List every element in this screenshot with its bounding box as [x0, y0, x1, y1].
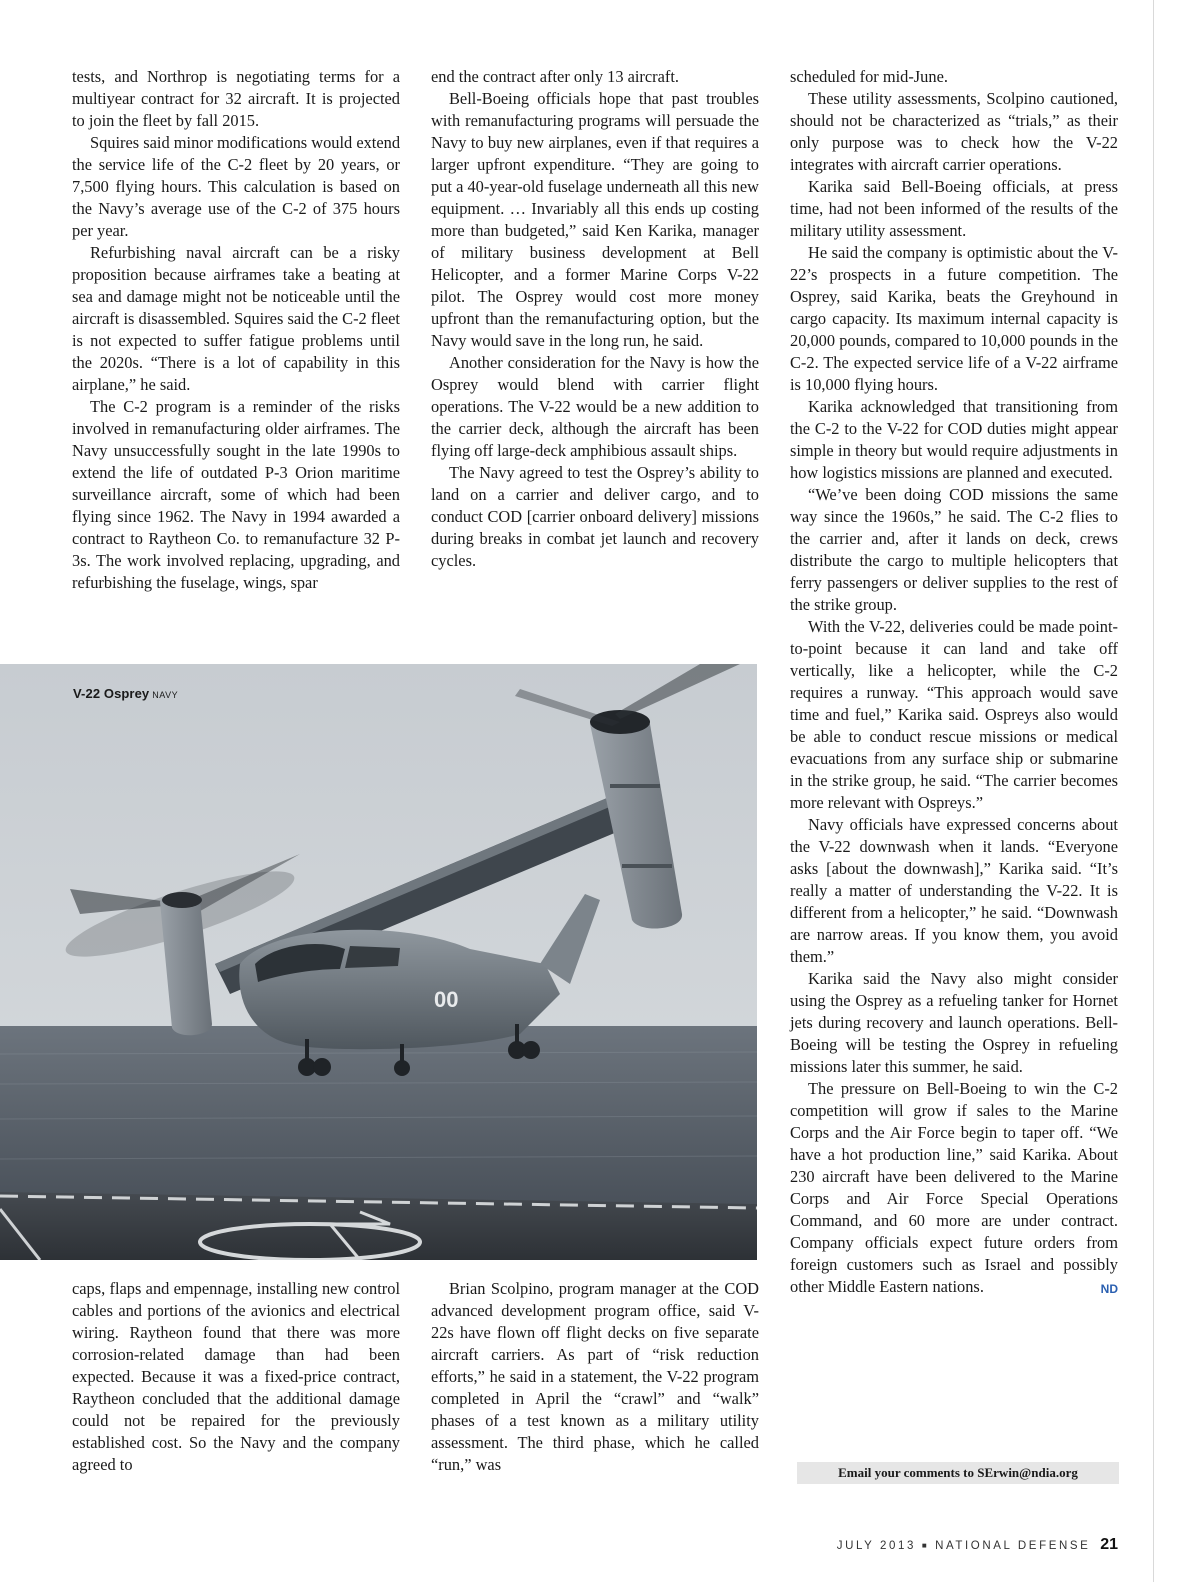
paragraph: Another consideration for the Navy is how the Osprey would blend with carrier flight operations. The V-22 would be a new addition to the carrier deck, although the aircraft has been flying off large-deck amphibious assault ships. [431, 353, 759, 460]
photo-credit: NAVY [152, 690, 179, 700]
paragraph: Karika said the Navy also might consider using the Osprey as a refueling tanker for Hornet jets during recovery and launch operations. Bell-Boeing will be testing the Osprey in refueling missions later this summer, he said. [790, 969, 1118, 1076]
paragraph: The C-2 program is a reminder of the risks involved in remanufacturing older airframes. The Navy unsuccessfully sought in the late 1990s to extend the life of outdated P-3 Orion maritime surveillance aircraft, some of which had been flying since 1962. The Navy in 1994 awarded a contract to Raytheon Co. to remanufacture 32 P-3s. The work involved replacing, upgrading, and refurbishing the fuselage, wings, spar [72, 397, 400, 592]
paragraph: These utility assessments, Scolpino cautioned, should not be characterized as “trials,” as their only purpose was to check how the V-22 integrates with aircraft carrier operations. [790, 89, 1118, 174]
tail-code: 00 [434, 987, 459, 1012]
column-2-top [431, 66, 759, 572]
column-1-top [72, 66, 400, 594]
paragraph: caps, flaps and empennage, installing new control cables and portions of the avionics and electrical wiring. Raytheon found that there was more corrosion-related damage than had been expected. Because it was a fixed-price contract, Raytheon concluded that the additional damage could not be repaired for the previously established cost. So the Navy and the company agreed to [72, 1279, 400, 1474]
paragraph: end the contract after only 13 aircraft. [431, 67, 680, 86]
paragraph: The Navy agreed to test the Osprey’s ability to land on a carrier and deliver cargo, and to conduct COD [carrier onboard delivery] missions during breaks in combat jet launch and recovery cycles. [431, 463, 759, 570]
paragraph: “We’ve been doing COD missions the same way since the 1960s,” he said. The C-2 flies to the carrier and, after it lands on deck, crews distribute the cargo to multiple helicopters that ferry passengers or deliver supplies to the rest of the strike group. [790, 485, 1118, 614]
footer-publication: NATIONAL DEFENSE [935, 1540, 1091, 1552]
footer-date: JULY 2013 [836, 1540, 917, 1552]
paragraph: Brian Scolpino, program manager at the COD advanced development program office, said V-22s have flown off flight decks on five separate aircraft carriers. As part of “risk reduction efforts,” he said in a statement, the V-22 program completed in April the “crawl” and “walk” phases of a test known as a military utility assessment. The third phase, which he called “run,” was [431, 1279, 759, 1474]
email-comments-box [797, 1462, 1119, 1484]
paragraph: Bell-Boeing officials hope that past troubles with remanufacturing programs will persuade the Navy to buy new airplanes, even if that requires a larger upfront expenditure. “They are going to put a 40-year-old fuselage underneath all this new equipment. … Invariably all this ends up costing more than budgeted,” said Ken Karika, manager of military business development at Bell Helicopter, and a former Marine Corps V-22 pilot. The Osprey would cost more money upfront than the remanufacturing option, but the Navy would save in the long run, he said. [431, 89, 759, 350]
caption-title: V-22 Osprey [73, 686, 150, 701]
paragraph: Squires said minor modifications would extend the service life of the C-2 fleet by 20 years, or 7,500 flying hours. This calculation is based on the Navy’s average use of the C-2 of 375 hours per year. [72, 133, 401, 240]
paragraph: Refurbishing naval aircraft can be a risky proposition because airframes take a beating at sea and damage might not be noticeable until the aircraft is disassembled. Squires said the C-2 fleet is not expected to suffer fatigue problems until the 2020s. “There is a lot of capability in this airplane,” he said. [72, 243, 400, 394]
paragraph: With the V-22, deliveries could be made point-to-point because it can land and take off vertically, like a helicopter, while the C-2 requires a runway. “This approach would save time and fuel,” Karika said. Ospreys also would be able to conduct rescue missions or medical evacuations from any surface ship or submarine in the strike group, he said. “The carrier becomes more relevant with Ospreys.” [790, 617, 1118, 812]
column-3 [790, 66, 1118, 1300]
email-prefix: Email your comments to [838, 1465, 978, 1480]
paragraph: Karika said Bell-Boeing officials, at press time, had not been informed of the results of the military utility assessment. [790, 177, 1118, 240]
page-number: 21 [1100, 1536, 1118, 1553]
email-address-link[interactable]: SErwin@ndia.org [977, 1465, 1078, 1480]
photo-caption [73, 686, 178, 701]
osprey-photo [0, 664, 757, 1260]
paragraph-final [790, 1078, 1118, 1298]
column-1-bottom [72, 1278, 400, 1476]
paragraph-final-text: The pressure on Bell-Boeing to win the C-2 competition will grow if sales to the Marine Corps and the Air Force begin to taper off. “We have a hot production line,” said Karika. About 230 aircraft have been delivered to the Marine Corps and Air Force Special Operations Command, and 60 more are under contract. Company officials expect future orders from foreign customers such as Israel and possibly other Middle Eastern nations. [790, 1079, 1118, 1296]
footer-separator: ■ [921, 1541, 930, 1550]
paragraph: scheduled for mid-June. [790, 67, 948, 86]
paragraph: Karika acknowledged that transitioning from the C-2 to the V-22 for COD duties might appear simple in theory but would require adjustments in how logistics missions are planned and executed. [790, 397, 1118, 482]
end-mark: ND [1100, 1282, 1118, 1296]
paragraph: He said the company is optimistic about the V-22’s prospects in a future competition. The Osprey, said Karika, beats the Greyhound in cargo capacity. Its maximum internal capacity is 20,000 pounds, compared to 10,000 pounds in the C-2. The expected service life of a V-22 airframe is 10,000 flying hours. [790, 243, 1118, 394]
column-2-bottom [431, 1278, 759, 1476]
page-edge-rule [1153, 0, 1154, 1582]
paragraph: Navy officials have expressed concerns about the V-22 downwash when it lands. “Everyone asks [about the downwash],” Karika said. “It’s really a matter of understanding the V-22. It is different from a helicopter,” he said. “Downwash are narrow areas. If you know them, you avoid them.” [790, 815, 1118, 966]
page-footer [837, 1536, 1118, 1554]
paragraph: tests, and Northrop is negotiating terms for a multiyear contract for 32 aircraft. It is projected to join the fleet by fall 2015. [72, 67, 400, 130]
